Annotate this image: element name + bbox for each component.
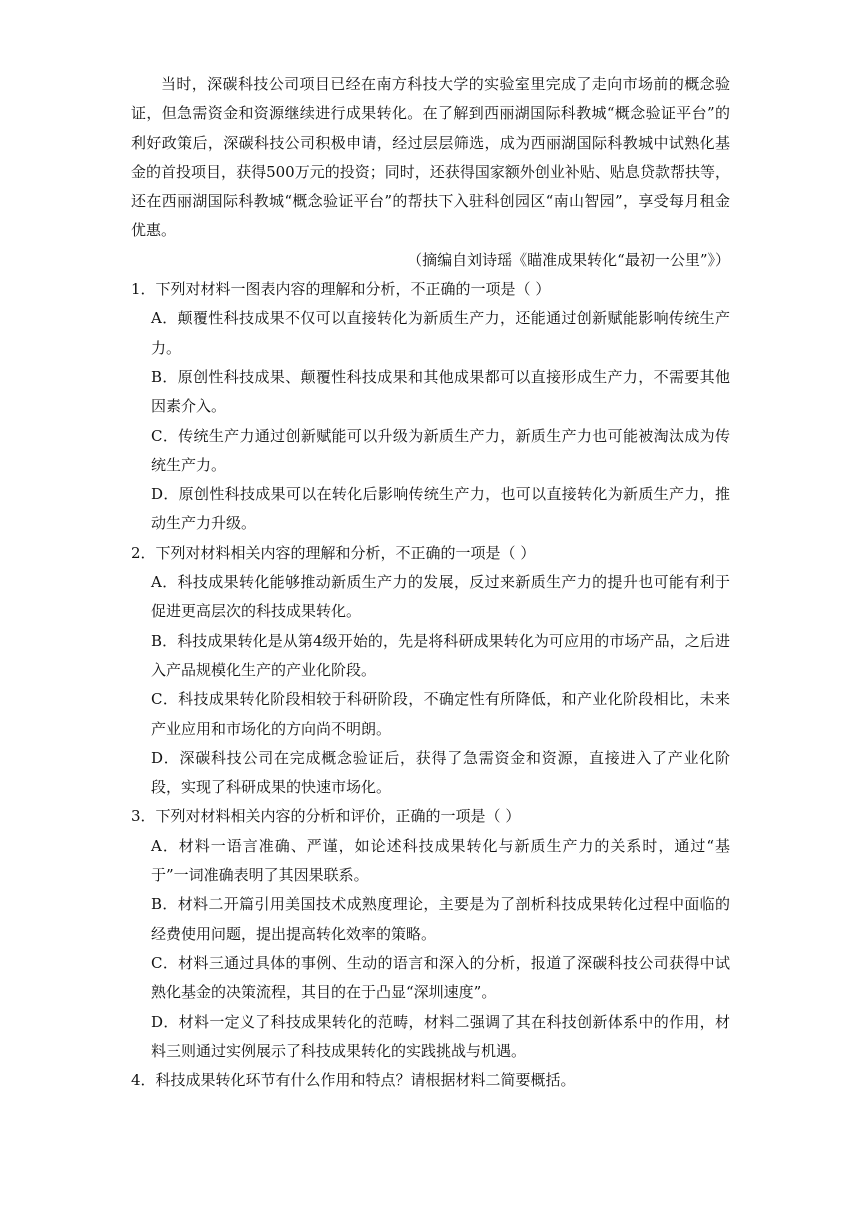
option-a: A．科技成果转化能够推动新质生产力的发展，反过来新质生产力的提升也可能有利于促进更高层次的科技成果转化。 [151,573,730,621]
option-c: C．科技成果转化阶段相较于科研阶段，不确定性有所降低，和产业化阶段相比，未来产业应用和市场化的方向尚不明朗。 [151,690,730,738]
passage-source: （摘编自刘诗瑶《瞄准成果转化“最初一公里”》） [407,250,730,269]
option-a: A．颠覆性科技成果不仅可以直接转化为新质生产力，还能通过创新赋能影响传统生产力。 [151,309,730,357]
option-b: B．原创性科技成果、颠覆性科技成果和其他成果都可以直接形成生产力，不需要其他因素介入。 [151,367,730,416]
question-4 [131,1066,730,1095]
option-c: C．传统生产力通过创新赋能可以升级为新质生产力，新质生产力也可能被淘汰成为传统生产力。 [151,426,730,474]
question-stem: 3．下列对材料相关内容的分析和评价，正确的一项是（ ） [131,807,521,826]
question-2 [131,539,730,803]
option-d: D．材料一定义了科技成果转化的范畴，材料二强调了其在科技创新体系中的作用，材料三则通过实例展示了科技成果转化的实践挑战与机遇。 [151,1012,730,1060]
option-d: D．原创性科技成果可以在转化后影响传统生产力，也可以直接转化为新质生产力，推动生产力升级。 [151,485,730,533]
option-b: B．科技成果转化是从第4级开始的，先是将科研成果转化为可应用的市场产品，之后进入产品规模化生产的产业化阶段。 [151,631,730,679]
option-b: B．材料二开篇引用美国技术成熟度理论，主要是为了剖析科技成果转化过程中面临的经费使用问题，提出提高转化效率的策略。 [151,895,730,943]
question-stem: 4．科技成果转化环节有什么作用和特点？请根据材料二简要概括。 [131,1071,576,1090]
question-stem: 2．下列对材料相关内容的理解和分析，不正确的一项是（ ） [131,543,536,562]
question-3 [131,802,730,1066]
question-stem: 1．下列对材料一图表内容的理解和分析，不正确的一项是（ ） [131,280,551,299]
option-d: D．深碳科技公司在完成概念验证后，获得了急需资金和资源，直接进入了产业化阶段，实现了科研成果的快速市场化。 [151,748,730,797]
passage-paragraph: 当时，深碳科技公司项目已经在南方科技大学的实验室里完成了走向市场前的概念验证，但急需资金和资源继续进行成果转化。在了解到西丽湖国际科教城“概念验证平台”的利好政策后，深碳科技公司积极申请，经过层层筛选，成为西丽湖国际科教城中试熟化基金的首投项目，获得500万元的投资；同时，还获得国家额外创业补贴、贴息贷款帮扶等，还在西丽湖国际科教城“概念验证平台”的帮扶下入驻科创园区“南山智园”，享受每月租金优惠。 [131,75,730,240]
option-c: C．材料三通过具体的事例、生动的语言和深入的分析，报道了深碳科技公司获得中试熟化基金的决策流程，其目的在于凸显“深圳速度”。 [151,953,730,1002]
question-1 [131,275,730,539]
option-a: A．材料一语言准确、严谨，如论述科技成果转化与新质生产力的关系时，通过“基于”一词准确表明了其因果联系。 [151,836,730,885]
